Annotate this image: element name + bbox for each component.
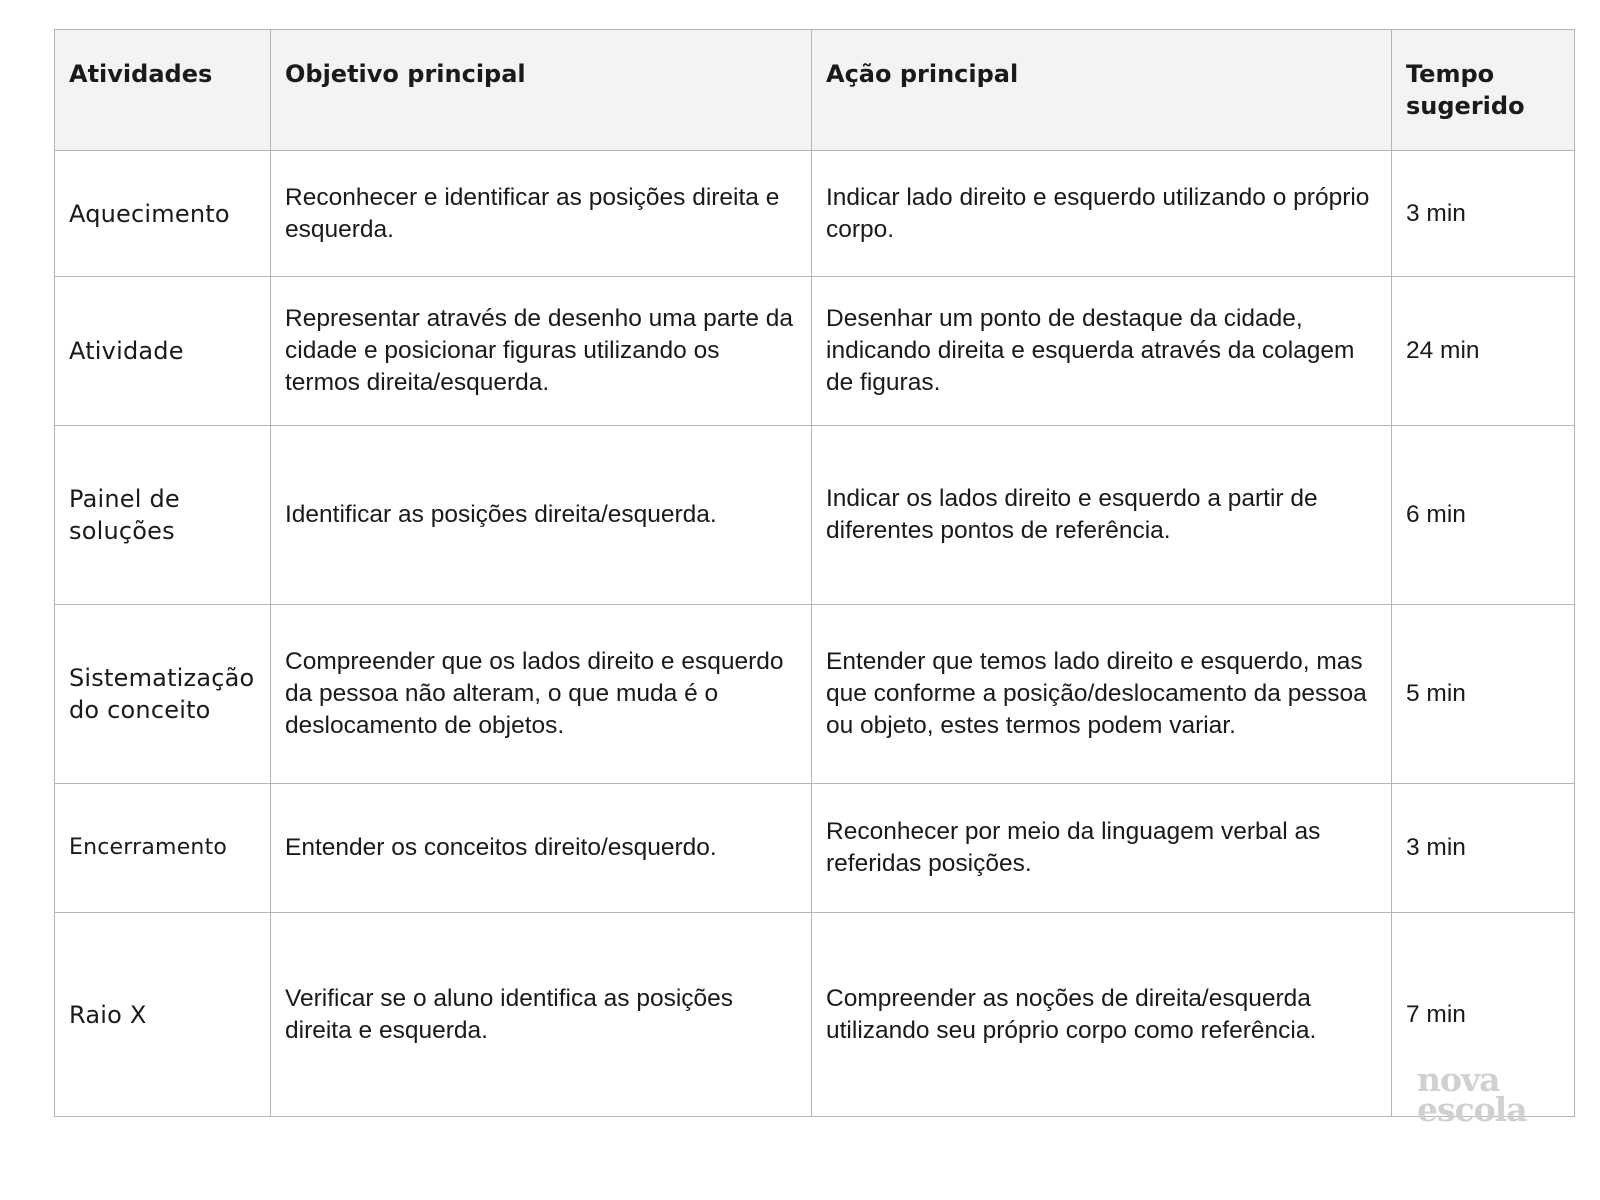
table-row (55, 426, 1575, 605)
time-cell: 7 min (1392, 913, 1575, 1117)
objective-cell: Reconhecer e identificar as posições direita e esquerda. (271, 151, 812, 277)
nova-escola-watermark-logo (1417, 1060, 1547, 1129)
header-suggested-time: Tempo sugerido (1392, 30, 1575, 151)
objective-cell: Representar através de desenho uma parte da cidade e posicionar figuras utilizando os termos direita/esquerda. (271, 277, 812, 426)
time-cell: 6 min (1392, 426, 1575, 605)
action-cell: Indicar lado direito e esquerdo utilizando o próprio corpo. (812, 151, 1392, 277)
time-cell: 3 min (1392, 784, 1575, 913)
objective-cell: Identificar as posições direita/esquerda. (271, 426, 812, 605)
action-cell: Desenhar um ponto de destaque da cidade, indicando direita e esquerda através da colagem de figuras. (812, 277, 1392, 426)
objective-cell: Entender os conceitos direito/esquerdo. (271, 784, 812, 913)
time-cell: 3 min (1392, 151, 1575, 277)
objective-cell: Compreender que os lados direito e esquerdo da pessoa não alteram, o que muda é o deslocamento de objetos. (271, 605, 812, 784)
table-header-row (55, 30, 1575, 151)
watermark-line-escola: escola (1417, 1090, 1527, 1129)
activity-cell: Sistematização do conceito (55, 605, 271, 784)
action-cell: Compreender as noções de direita/esquerda utilizando seu próprio corpo como referência. (812, 913, 1392, 1117)
table-row (55, 605, 1575, 784)
objective-cell: Verificar se o aluno identifica as posições direita e esquerda. (271, 913, 812, 1117)
activity-cell: Encerramento (55, 784, 271, 913)
header-main-objective: Objetivo principal (271, 30, 812, 151)
time-cell: 24 min (1392, 277, 1575, 426)
action-cell: Reconhecer por meio da linguagem verbal as referidas posições. (812, 784, 1392, 913)
table-row (55, 913, 1575, 1117)
watermark-line-nova: nova (1417, 1060, 1500, 1099)
time-cell: 5 min (1392, 605, 1575, 784)
table-row (55, 784, 1575, 913)
activity-cell: Aquecimento (55, 151, 271, 277)
table-row (55, 277, 1575, 426)
table-row (55, 151, 1575, 277)
activity-cell: Atividade (55, 277, 271, 426)
activity-cell: Raio X (55, 913, 271, 1117)
action-cell: Entender que temos lado direito e esquerdo, mas que conforme a posição/deslocamento da pessoa ou objeto, estes termos podem variar. (812, 605, 1392, 784)
header-activities: Atividades (55, 30, 271, 151)
lesson-plan-sheet (54, 29, 1575, 1117)
activity-cell: Painel de soluções (55, 426, 271, 605)
header-main-action: Ação principal (812, 30, 1392, 151)
action-cell: Indicar os lados direito e esquerdo a partir de diferentes pontos de referência. (812, 426, 1392, 605)
lesson-plan-table (54, 29, 1575, 1117)
